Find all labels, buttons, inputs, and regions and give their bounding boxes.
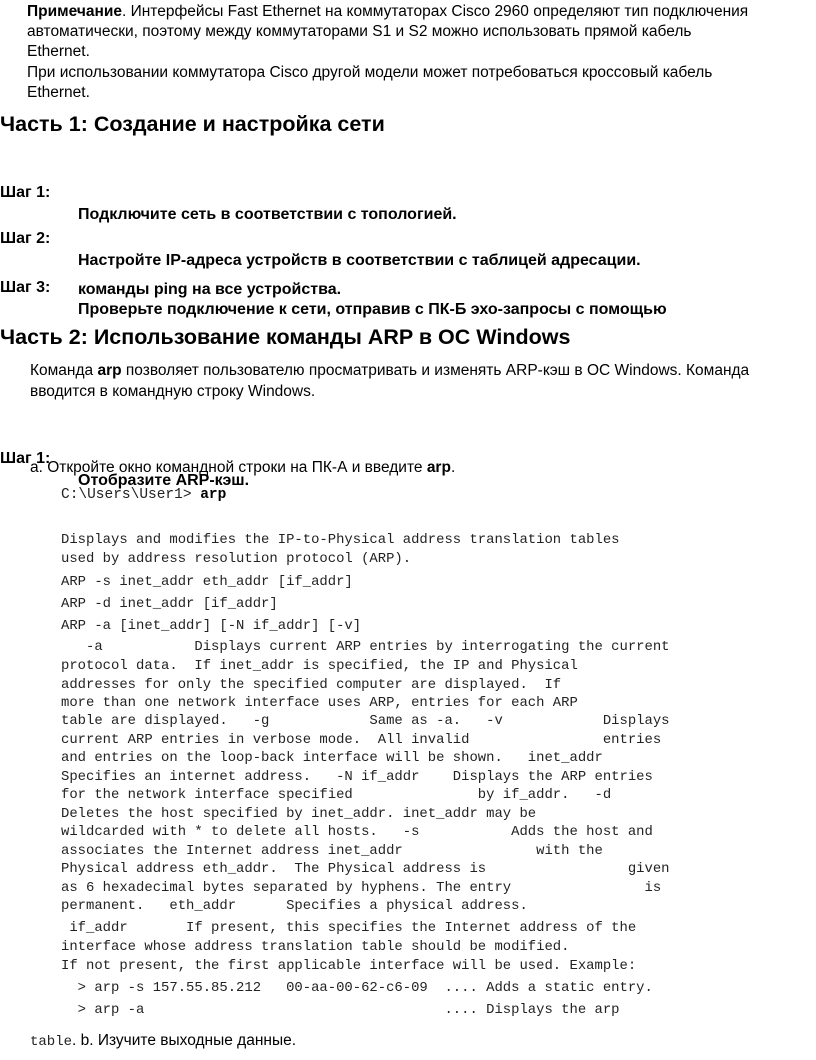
prompt-command: arp <box>200 487 227 503</box>
output-line: Specifies an internet address. -N if_addr Displays the ARP entries <box>61 769 653 785</box>
intro-post: позволяет пользователю просматривать и изменять ARP-кэш в ОС Windows. Команда <box>121 362 750 379</box>
output-line: more than one network interface uses ARP, entries for each ARP <box>61 695 578 711</box>
output-line: If not present, the first applicable interface will be used. Example: <box>61 958 637 974</box>
note-line-5: Ethernet. <box>27 84 90 101</box>
step-number: Шаг 1: <box>0 450 51 467</box>
output-line: and entries on the loop-back interface will be shown. inet_addr <box>61 750 603 766</box>
output-line: current ARP entries in verbose mode. All invalid entries <box>61 732 662 748</box>
intro-command: arp <box>97 362 122 379</box>
output-line: permanent. eth_addr Specifies a physical address. <box>61 898 528 914</box>
prompt-path: C:\Users\User1> <box>61 487 201 503</box>
step-number: Шаг 2: <box>0 230 51 247</box>
output-line: Deletes the host specified by inet_addr. inet_addr may be <box>61 806 537 822</box>
step-text: Проверьте подключение к сети, отправив с ПК-Б эхо-запросы с помощью <box>78 301 667 318</box>
output-line: ARP -d inet_addr [if_addr] <box>61 596 278 612</box>
output-line: addresses for only the specified computer are displayed. If <box>61 677 562 693</box>
item-b: . b. Изучите выходные данные. <box>72 1032 297 1049</box>
final-line <box>30 1030 296 1051</box>
output-line: Physical address eth_addr. The Physical address is given <box>61 861 670 877</box>
step-number: Шаг 1: <box>0 184 51 201</box>
output-line: used by address resolution protocol (ARP). <box>61 551 412 567</box>
note-label: Примечание <box>27 3 122 20</box>
step-text: Настройте IP-адреса устройств в соответствии с таблицей адресации. <box>78 252 641 269</box>
step-number: Шаг 3: <box>0 279 51 296</box>
output-line: ARP -s inet_addr eth_addr [if_addr] <box>61 574 353 590</box>
output-line: -a Displays current ARP entries by interrogating the current <box>61 639 670 655</box>
item-a-pre: a. Откройте окно командной строки на ПК-А и введите <box>30 459 427 476</box>
step-text: Отобразите ARP-кэш. <box>78 472 250 489</box>
part1-heading: Часть 1: Создание и настройка сети <box>0 112 385 136</box>
part2-intro-line-2: вводится в командную строку Windows. <box>30 383 316 400</box>
note-line-2: автоматически, поэтому между коммутаторами S1 и S2 можно использовать прямой кабель <box>27 23 692 40</box>
output-tail: table <box>30 1034 73 1050</box>
output-line: table are displayed. -g Same as -a. -v Displays <box>61 713 670 729</box>
output-line: if_addr If present, this specifies the Internet address of the <box>61 920 637 936</box>
item-a-command: arp <box>426 459 451 476</box>
output-line: interface whose address translation table should be modified. <box>61 939 570 955</box>
output-line: ARP -a [inet_addr] [-N if_addr] [-v] <box>61 618 362 634</box>
note-line-1 <box>27 2 748 22</box>
note-text-1: . Интерфейсы Fast Ethernet на коммутаторах Cisco 2960 определяют тип подключения <box>121 3 749 20</box>
output-line: protocol data. If inet_addr is specified, the IP and Physical <box>61 658 578 674</box>
output-line: > arp -s 157.55.85.212 00-aa-00-62-c6-09 .... Adds a static entry. <box>61 980 653 996</box>
part1-step-3-line-2: команды ping на все устройства. <box>78 281 342 298</box>
output-line: associates the Internet address inet_addr with the <box>61 843 603 859</box>
output-line: wildcarded with * to delete all hosts. -s Adds the host and <box>61 824 653 840</box>
output-line: > arp -a .... Displays the arp <box>61 1002 620 1018</box>
item-a-post: . <box>450 459 456 476</box>
part2-intro-line-1 <box>30 360 749 381</box>
output-line: for the network interface specified by if_addr. -d <box>61 787 612 803</box>
command-prompt <box>61 487 226 503</box>
item-a <box>30 457 455 478</box>
intro-pre: Команда <box>30 362 98 379</box>
note-line-3: Ethernet. <box>27 43 90 60</box>
output-line: Displays and modifies the IP-to-Physical address translation tables <box>61 532 620 548</box>
part2-heading: Часть 2: Использование команды ARP в ОС Windows <box>0 325 571 349</box>
note-line-4: При использовании коммутатора Cisco другой модели может потребоваться кроссовый кабель <box>27 64 713 81</box>
output-line: as 6 hexadecimal bytes separated by hyphens. The entry is <box>61 880 662 896</box>
step-text: Подключите сеть в соответствии с топологией. <box>78 206 457 223</box>
